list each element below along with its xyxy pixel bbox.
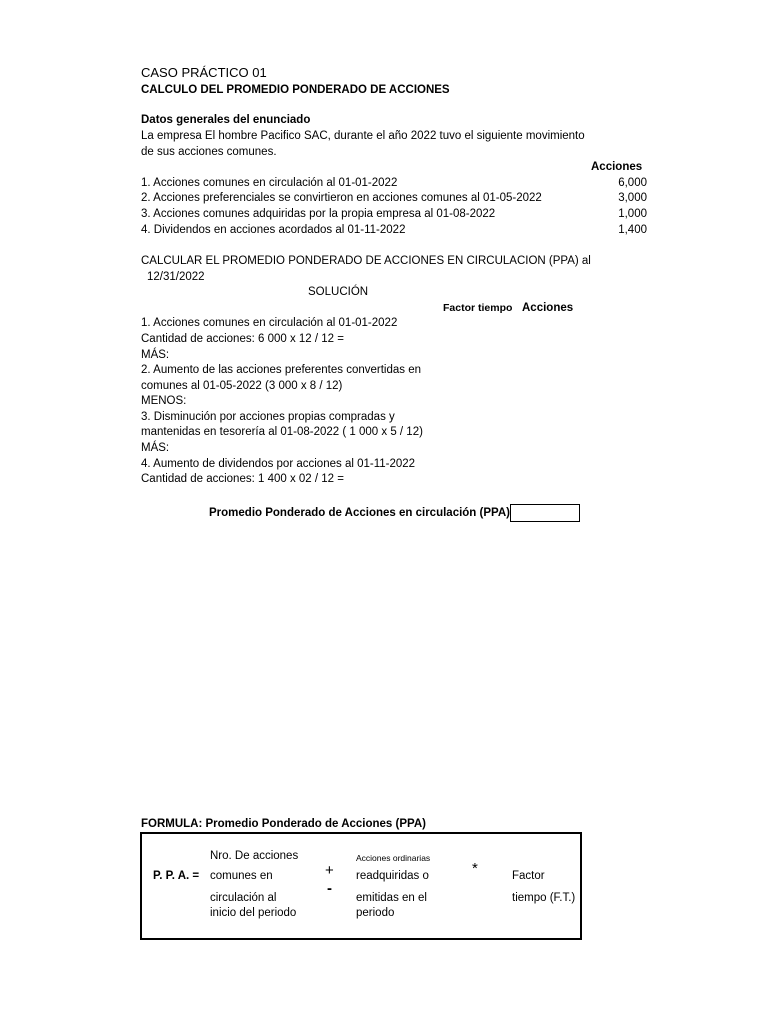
formula-col3-line: Factor	[512, 870, 545, 882]
plus-sign: +	[325, 862, 334, 879]
statement-item-text: 3. Acciones comunes adquiridas por la propia empresa al 01-08-2022	[141, 208, 496, 220]
solution-line: 3. Disminución por acciones propias compradas y	[141, 411, 395, 423]
solution-heading: SOLUCIÓN	[308, 286, 369, 298]
acciones-solution-header: Acciones	[522, 302, 574, 314]
case-title: CASO PRÁCTICO 01	[141, 65, 267, 80]
formula-col1-line: comunes en	[210, 870, 273, 882]
solution-line: Cantidad de acciones: 1 400 x 02 / 12 =	[141, 473, 344, 485]
formula-col2-line: emitidas en el	[356, 892, 427, 904]
formula-col1-line: circulación al	[210, 892, 277, 904]
statement-item-text: 4. Dividendos en acciones acordados al 01-11-2022	[141, 224, 406, 236]
statement-item-value: 6,000	[618, 177, 647, 189]
solution-line: MÁS:	[141, 349, 170, 361]
statement-item-value: 1,000	[618, 208, 647, 220]
statement-line-1: La empresa El hombre Pacifico SAC, durante el año 2022 tuvo el siguiente movimiento	[141, 130, 585, 142]
statement-item-text: 1. Acciones comunes en circulación al 01-01-2022	[141, 177, 398, 189]
ppa-label: Promedio Ponderado de Acciones en circulación (PPA)	[209, 507, 510, 519]
solution-line: MENOS:	[141, 395, 187, 407]
solution-line: 4. Aumento de dividendos por acciones al 01-11-2022	[141, 458, 416, 470]
statement-heading: Datos generales del enunciado	[141, 114, 311, 126]
statement-item-value: 3,000	[618, 192, 647, 204]
formula-col1-line: Nro. De acciones	[210, 850, 299, 862]
formula-col2-header: Acciones ordinarias	[356, 853, 431, 863]
times-sign: *	[472, 860, 478, 877]
solution-line: comunes al 01-05-2022 (3 000 x 8 / 12)	[141, 380, 343, 392]
minus-sign: -	[327, 880, 332, 897]
formula-col2-line: periodo	[356, 907, 395, 919]
task-line-2: 12/31/2022	[147, 271, 205, 283]
solution-line: Cantidad de acciones: 6 000 x 12 / 12 =	[141, 333, 344, 345]
solution-line: 2. Aumento de las acciones preferentes convertidas en	[141, 364, 422, 376]
formula-title: FORMULA: Promedio Ponderado de Acciones (PPA)	[141, 818, 426, 830]
statement-item-text: 2. Acciones preferenciales se convirtieron en acciones comunes al 01-05-2022	[141, 192, 542, 204]
formula-col1-line: inicio del periodo	[210, 907, 297, 919]
solution-line: MÁS:	[141, 442, 170, 454]
solution-line: mantenidas en tesorería al 01-08-2022 ( 1 000 x 5 / 12)	[141, 426, 423, 438]
document-subtitle: CALCULO DEL PROMEDIO PONDERADO DE ACCIONES	[141, 84, 450, 96]
formula-col3-line: tiempo (F.T.)	[512, 892, 576, 904]
statement-item-value: 1,400	[618, 224, 647, 236]
formula-box	[140, 832, 582, 940]
task-line-1: CALCULAR EL PROMEDIO PONDERADO DE ACCIONES EN CIRCULACION (PPA) al	[141, 255, 591, 267]
ppa-symbol: P. P. A. =	[153, 870, 200, 882]
solution-line: 1. Acciones comunes en circulación al 01-01-2022	[141, 317, 398, 329]
ppa-result-cell	[510, 504, 580, 522]
factor-tiempo-header: Factor tiempo	[443, 302, 513, 314]
statement-line-2: de sus acciones comunes.	[141, 146, 277, 158]
formula-col2-line: readquiridas o	[356, 870, 429, 882]
acciones-column-header: Acciones	[591, 161, 643, 173]
